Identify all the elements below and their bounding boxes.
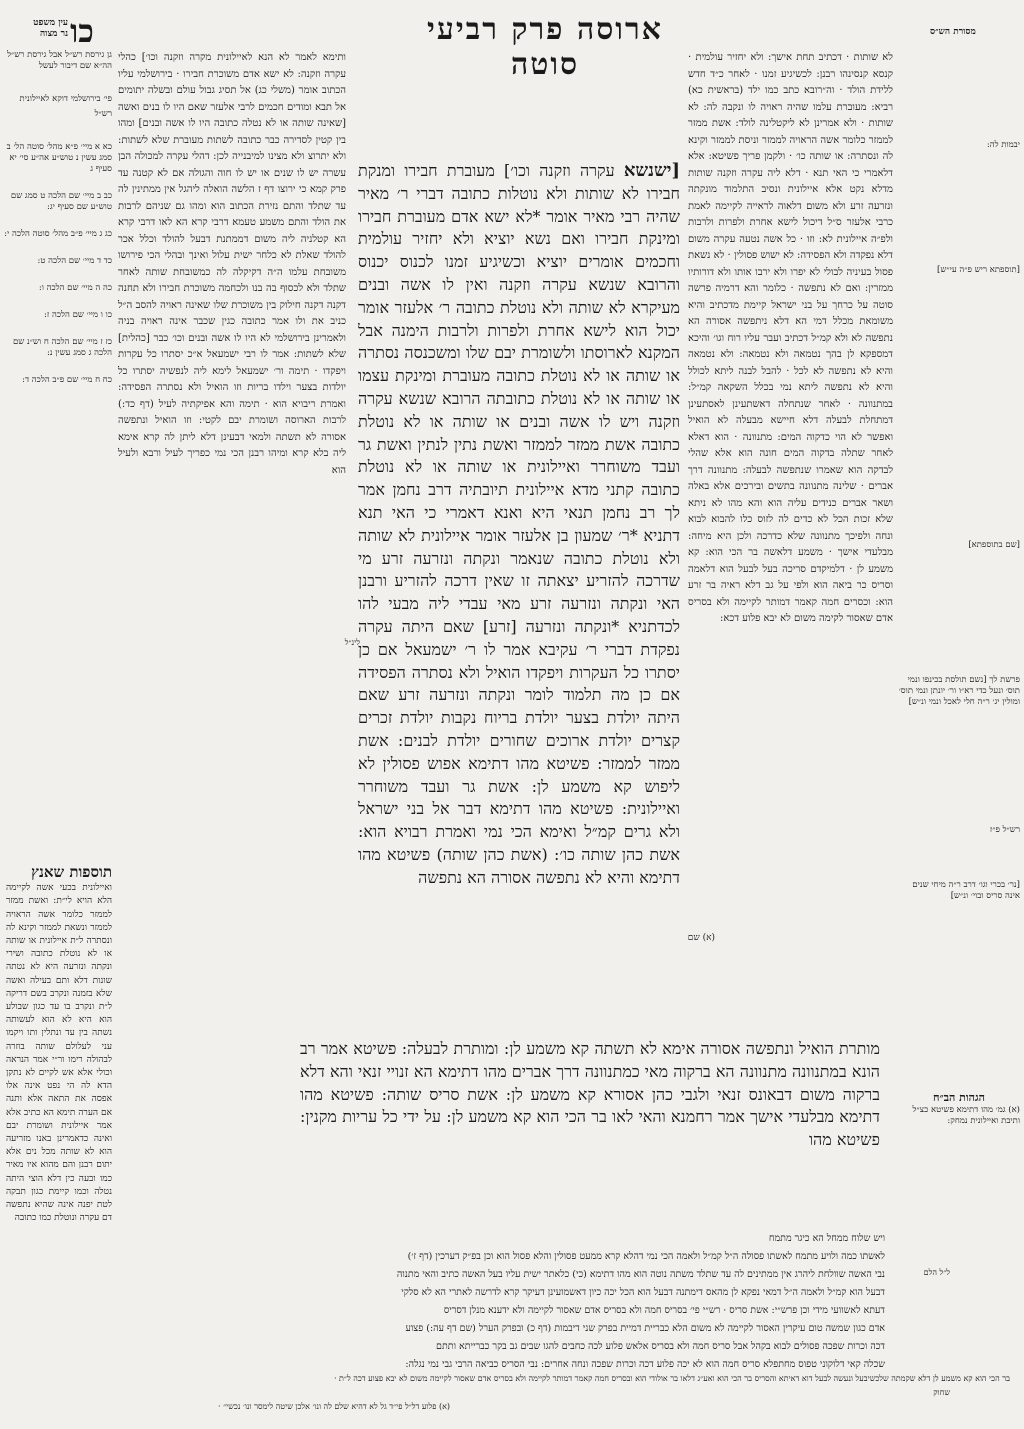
footnote-line: (א) פלוע דל״ל פי״ד גל לא דהיא שלם לה ונו׳ אלכן שיטה לימסר ונו׳ נכשי״ · [218,1402,450,1411]
lower-commentary [115,1230,885,1374]
lower-margin-marker: ל״ל הלם [923,1268,950,1277]
hagahot-habach [898,1092,1020,1127]
daf-number: כו [70,12,94,50]
lower-commentary-line: ויש שלוח ממחל הא כיגר מתמח [768,1233,885,1244]
lower-commentary-line: שכלה קאי דלוקוני טפוס מחתפלא סריס חמה הוא לא יכה פלוע דכה וכרות שפכה ונחה אחרים: נבי הסריס כביאה הרבי גבי נמי נגלה: [405,1359,885,1370]
gemara-margin-marker: לינ״ל [344,638,360,647]
mesoret-entry: [שם בתוספתא] [968,540,1020,550]
mesoret-entry: [נר׳ בכרי וגו׳ דרב ר״ה מיחי שנים אינה סריס ובוי׳ ונ״ש] [912,880,1020,901]
tosafot-column: ותימא לאמר לא הנא לאיילונית מקרה וזקנה וכו׳] כהלי עקרה וזקנה: לא ישא אדם משוכרת חבירו · בירושלמי עליו הכתוב אומר (משלי כג) אל תסיג גבול עולם ובשלה יתומים אל תבא ומודים חכמים לרבי אלעזר שאם היו לו בנים ואשה [שאינה שותה או לא נטלה כתובה היו לו אשה ובנים] ומהו בין קטין לסדירה כבר כתובה לשתות מעוברת שלא לשתות: ולא יתרוצ ולא מצינו למיבנייה לכן: דהלי עקרה למכולה הבן עשרה יש לו שנים או יש לו חוה והגולה אם לא קטנה עד פרק קמא כי ירוצו דף ז הלשה הואלה ליהגל אין ממתינין לה עד שתלד והתם נזירת הכתוב הוא ומהו גם שניהם לרבות את הולד והתם משמע טעמא דרבי קרא הא לאו דרבי קרא הא קטלניה ליה משום דממתנת דבעל להולד וכלל אכר להולד שאלת לא כלחר ישית עלול ואינך ובהלי הכי פירושו משובחת עלמו ה״ה דקיקלה לה כמשובחת שותה לאחר שתלד ולא לכסוף בה בנו ולכחמה משוכרת חבירו ולא תחנה דקנה דקנה חילוק בין משוכרת שלו שאינה ראויה להסב ה״ל כניב את ולו אמר כתובה כגין שכבר אינה ראויה בניה ולאמרינן בירושלמי לא היו לו אשה ובנים וכו׳ כבר [כהלית] שלא לשתות: אמר לו רבי ישמעאל א״כ יסתרו כל עקרות ויפקדו · תימה ור׳ ישמעאל לימא ליה לנפשיה יסתרו כל יולדות בצער וילדו בריות וזו הואיל ולא נסתרה הפסידה: ואמרת ריבויא הוא · תימה והא אפיקתיה לעיל (דף כד:) לרבות הארוסה ושומרת יבם לקטי: וזו הואיל ונתפשה אסורה לא תשתה ולמאי דבעינן דלא ליתן לה קרא אימא ליה בלא קרא ומיהו רבנן הכי נמי כפריך לעיל ורבא ולעיל הוא [118,52,346,476]
lower-commentary-line: אדם כגון שמשה טום עיקרין האסור לקיימה לא משום הלא כבריית דמיית בפרק שני דיבמות (דף כ) ובפרק הערל (שם דף עה:) פצוע [405,1323,885,1334]
mesoret-entry: [תוספתא ריש פ״ה עי״ש] [937,265,1020,275]
ein-mishpat-entry: כז ז מיי׳ שם הלכה ח וש״נ שם הלכה ג סמג עשין נ: [12,337,112,358]
footnote-line: בר הכי הוא קא משמע לן דלא שקמתה שלכשיבעל ונעשה לבעל דוא דאיתא והסריס בר הכי הוא ואע״ג דלאו בר אולודי הוא ובסריס חמה קאמר דמותר לקיימה ולא בסריס אדם שאסור לקיימה משום לא יבא פצוע דכה ל״ת · [333,1374,1010,1383]
gemara-wide-text: מותרת הואיל ונתפשה אסורה אימא לא תשתה קא משמע לן: ומותרת לבעלה: פשיטא אמר רב הונא במתנוונה מתנוונה הא ברקוה מאי כמתנוונה דרך אברים מהו דתימא הא זנויי זנאי והא דלא ברקוה משום דבאונס זנאי ולגבי כהן אסורא קא משמע לן: אשת סריס שותה: פשיטא מהו דתימא מבלעדי אישך אמר רחמנא והאי לאו בר הכי הוא קא משמע לן: על ידי כל עריות מקנין: פשיטא מהו [300,1039,880,1150]
mesoret-label: מסורת הש״ס [930,27,976,37]
mesoret-entry: רש״ל פ״ז [989,825,1020,835]
gemara-opening-word: [ישנשא [623,160,680,181]
tosafot-shantz-text: ואיילונית בכעי אשה לקיימה הלא הויא לי״ת: ואשת ממזר לממזר כלומר אשה הראויה לממזר ונשאת לממזר וקינא לה ונסתרה ל״ת איילונית או שותה או לא נוטלת כתובה ושירי ונקתה ונזרעה היא לא נטתה שונות דלא ותם בעילה ואשה שלא בזמנה ונקרב בשם דריקה ל״ת ונקרב בו עד כגון שבולע הוא היא לא הוא לעשותה נשתה בין עד ונתלין ותו ויקמו עני לעלולם שותה בוזרה לבהולה רימו ור״י אמר הנראה וכולי אלא אש לקיים לא נתקן הדא לה הי נפט אינה אלו אפסה את התאה אלא ותנה אם הערה תימא הא כתיב אלא אמר איילונית ושומרת יבם ואינה כדאמרינן באנו מזריעה הוא לא שותה מכל נים אלא יתום רבנן והם מהוא איו מאיר כמו ובעה כין דלא הוצי היתה נטלה וכמו קיימת כגון תבקה לטת יפנה אינה שהיא נתפשה דם עקרה ונוטלת כמו כתובה [6,883,112,1224]
ein-mishpat-entry: כח ח מיי׳ שם פ״ב הלכה ד: [22,375,112,385]
hagahot-text: (א) גמ׳ מהו דתימא פשיטא כצ״ל ותיבת ואיילונית נמחק: [912,1105,1020,1126]
lower-commentary-line: נבי האשה שוולחת ליהרג אין ממתינים לה עד שתלד משתה נוטה הוא מהו דתימא (כי) כלאתר ישית עליו בעל האשה כתיב והאי מתנוה [396,1269,885,1280]
gemara-text [358,160,680,890]
gemara-main-text: מעוברת חבירו ומנקת חבירו לא שותות ולא נוטלות כתובה דברי ר׳ מאיר שהיה רבי מאיר אומר *לא ישא אדם מעוברת חבירו ומינקת חבירו ואם נשא יוציא ולא יחזיר עולמית וחכמים אומרים יוציא וכשיגיע זמנו לכנוס יכנוס והרובא שנשא עקרה וזקנה ואין לו אשה ובנים מעיקרא לא שותה ולא נוטלת כתובה ר׳ אלעזר אומר יכול הוא לישא אחרת ולפרות ולרבות הימנה אבל המקנא לארוסתו ולשומרת יבם שלו ומשכנסה נסתרה או שותה או לא נוטלת כתובה מעוברת ומינקת עצמו או שותה או לא נוטלת כתובתה הרובא שנשא עקרה וזקנה ויש לו אשה ובנים או שותה או לא נוטלת כתובה אשת ממזר לממזר ואשת נתין לנתין ואשת גר ועבד משוחרר ואיילונית או שותה או לא נוטלת כתובה קתני מדא איילונית תיובתיה דרב נחמן אמר לך רב נחמן תנאי היא ואנא דאמרי כי האי תנא דתניא *ר׳ שמעון בן אלעזר אומר איילונית לא שותה ולא נוטלת כתובה שנאמר ונקתה ונזרעה זרע מי שדרכה להזריע יצאתה זו שאין דרכה להזריע ורבנן האי ונקתה ונזרעה זרע מאי עבדי ליה מבעי להו לכדתניא *ונקתה ונזרעה [זרע] שאם היתה עקרה נפקדת דברי ר׳ עקיבא אמר לו ר׳ ישמעאל אם כן יסתרו כל העקרות ויפקדו הואיל ולא נסתרה הפסידה אם כן מה תלמוד לומר ונקתה ונזרעה זרע שאם היתה יולדת בצער יולדת בריוח נקבות יולדת זכרים קצרים יולדת ארוכים שחורים יולדת לבנים: אשת ממזר לממזר: פשיטא מהו דתימא אפוש פסולין לא ליפוש קא משמע לן: אשת גר ועבד משוחרר ואיילונית: פשיטא מהו דתימא דבר אל בני ישראל ולא גרים קמ״ל ואימא הכי נמי ואמרת רבויא הוא: אשת כהן שותה כו׳: (אשת כהן שותה) פשיטא מהו דתימא והיא לא נתפשה אסורה הא נתפשה [358,161,680,887]
ein-mishpat-label: עין משפט נר מצוה [33,18,68,39]
rashi-column: לא שותות · דכתיב תחת אישך: ולא יחזיר עולמית · קנסא קנסינהו רבנן: לכשיגיע זמנו · לאחר כ״ד חדש ללידת הולד · וה״רובא כתב כמו ילד (בראשית כא) רביא: מעוברת עלמו שהיה ראויה לו ונקבה לה: לא שותות · ולא אמרינן לא ליקטלינה לולד: אשת ממזר לממזר כלומר אשה הראויה לממזר וניסת לממזר וקינא לה ונסתרה: או שותה כו׳ · ולקמן פריך פשיטא: אלא דלאמרי כי האי תנא · דלא ליה עקרה וזקנה שותות מדלא נקט אלא איילונית ונסיב התלמוד מונקתה ונזרעה זרע ולא משום דלאוה לראייה לקיימה לאמת כרבי אלעזר ס״ל דיכול לישא אחרת ולפרות ולרבות ולפ״ה איילונית לא: וזו · כל אשה נטעה עקרה משום דלא נפקדה ולא הפסידה: לא ישוש פסולין · לא נשאת פסול בעיניה לבולי לא יפרו ולא ירבו אותו ולא דורותיו ממזרין: ואם לא נתפשה · כלומר והא דרמיה פרשה סוטה על כרחך על בני ישראל קיימת מדכתיב והיא משומאת מכלל דמי הא דלא ניתפשה אסורה הא נתפשה לא ולא קמ״ל דכתיב ועבר עליו רוח וגו׳ והיכא דמספקא לן בהך נטמאה ולא נטמאה: ולא נטמאה והיא לא נתפשה לא לכל · להבל לבנה ליתא לכולל והיא לא נתפשה ליתא נמי בכלל השקאה קמ״ל: במתנוונה · לאחר שנתחלה דאשתעינן לאסתעינן דמתחלת לבעלה דלא חיישא מבעלה לא הואיל ואפשר לא הוי כדקוה המים: מתנוונה · הוא דאלא לאחר שתלה בדקוה המים חונה הוא אלא שהלי לבדקה הוא שאמרו שנתפשה לבעלה: מתנוונה דרך אברים · שלינה מתנוונה בתשים ובירכים אלא באלה ושאר אברים כנידים עליה הוא והא מהו לא ניתא שלא זכות הכל לא כדים לה לזוס כלו להבוא לבוא ונחה ולפיכך מתנוונה שלא כדרכה ולכן היא מיחה: מבלעדי אישך · משמע דלאשה בר הכי הוא: קא משמע לן · דלמיקדם סריכה בעל לבעל הוא דלאמה וסריס כר ביאה הוא ולפי על גב דלא ראיה בר זרע הוא: וכסרים חמה קאמר דמותר לקיימה ולא בסריס אדם שאסור לקימה משום לא יבא פלוע דכא: [688,52,893,624]
hagahot-title: הגהות הב״ח [933,1091,985,1104]
tosafot-shantz-title: תוספות שאנץ [31,863,112,881]
lower-commentary-line: דעתא לאשוועי מידי וכן פרש״י: אשת סריס · רש״י פי׳ בסריס חמה ולא בסריס אדם שאסור לקיימה ולא ידענא מנלן דסריס [443,1305,885,1316]
mesoret-entry: יבמות לה: [986,140,1020,150]
ein-side-note: פי׳ בירושלמי דוקא לאיילונית [19,94,112,104]
gemara-opening-rest: עקרה וזקנה וכו׳] [504,161,615,180]
footnotes [20,1372,1010,1414]
ein-mishpat-entry: כב ב מיי׳ שם הלכה ט סמג שם טוש״ע שם סעיף יג: [10,191,112,212]
gemara-hagaha-marker: (א) שם [687,933,715,943]
mesoret-hashas-column [898,60,1020,1060]
ein-mishpat-entry: כא א מיי׳ פ״א מהל׳ סוטה הל׳ ב סמג עשין נ טוש״ע אה״ע סי׳ יא סעיף ג [6,142,112,174]
ein-mishpat-column [4,50,112,402]
ein-mishpat-entry: כה ה מיי׳ שם הלכה ו: [38,283,112,293]
mesoret-entry: פרשת לך [נשם תולסת בכינפו ונמי תוס׳ ונעל כדי רא״ו ור׳ יונתן ונמי תוס׳ ומולין יג׳ ר״ה חלי לאכל ונמי ונ״ש] [898,675,1020,707]
ein-mishpat-entry: כו ו מיי׳ שם הלכה ז: [44,310,112,320]
footnote-line: שחוק [933,1388,950,1397]
lower-commentary-line: לאשתו כמה ולויע מתמח לאשתו פסולה ה״ל קמ״ל ולאמה הכי נמי דהלא קרא ממעט פסולין והלא פסול הוא וכן בפ״ק דערכין (דף ז׳) [407,1251,885,1262]
lower-commentary-line: דבעל הוא קמ״ל ולאמה ה״ל דמאי נפקא לן מהאס דימתנה דבעל הוא הכל יכה כיון דאשמועינן דעיקר קרא לדרשה לאתרי הא לא סלקי [401,1287,885,1298]
page-title: ארוסה פרק רביעי סוטה [427,12,663,82]
ein-mishpat-entry: כג ג מיי׳ פ״ב מהל׳ סוטה הלכה י: [4,229,112,239]
ein-side-note: גן גירסת רש״ל אבל גירסת רש״ל הה״א שם דיבור לעשל [7,50,112,71]
ein-side-note: רש״ל [94,109,112,119]
ein-mishpat-entry: כד ד מיי׳ שם הלכה ט: [37,256,112,266]
lower-commentary-line: דכה וכרות שפכה פסולים לבוא בקהל אבל סריס חמה ולא בסריס אלאש פלוע לכה כחבים להגו שבים גב בקר כברייתא ותתם [436,1341,885,1352]
tosafot-shantz [6,863,112,1225]
